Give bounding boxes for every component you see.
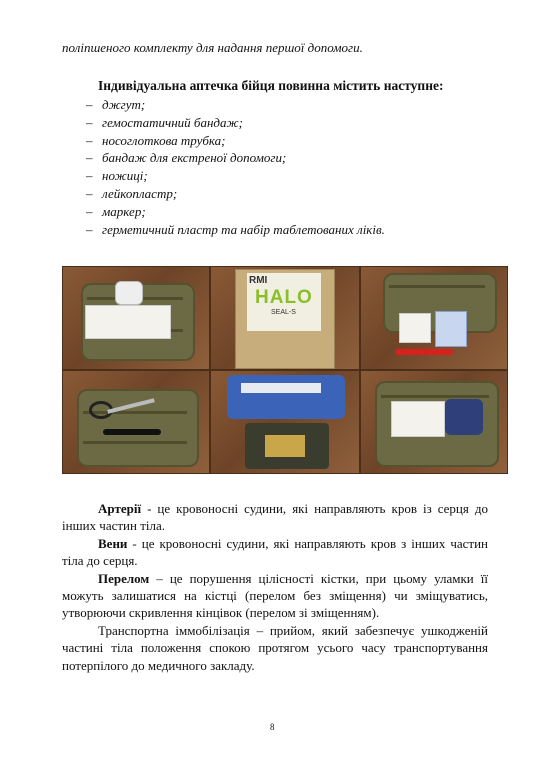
photo-pouch-bandage — [62, 266, 210, 370]
list-item — [86, 185, 385, 203]
list-item — [86, 167, 385, 185]
dash-marker: – — [86, 203, 93, 219]
list-item — [86, 132, 385, 150]
list-item-text: джгут; — [102, 97, 146, 112]
list-item — [86, 96, 385, 114]
photo-pouch-items — [360, 266, 508, 370]
dash-marker: – — [86, 150, 93, 166]
photo-emergency-bandages — [210, 370, 360, 474]
packet-sub-label: SEAL-S — [271, 309, 296, 316]
definition-text: - це кровоносні судини, які направляють кров з інших частин тіла до серця. — [62, 535, 488, 569]
dash-marker: – — [86, 132, 93, 148]
first-aid-kit-photo-collage — [62, 266, 508, 474]
kit-heading: Індивідуальна аптечка бійця повинна містить наступне: — [98, 78, 444, 93]
dash-marker: – — [86, 97, 93, 112]
immobilization-paragraph: Транспортна іммобілізація – прийом, який забезпечує ушкодженій частині тіла положення спокою протягом усього часу транспортування потерпілого до медичного закладу. — [62, 622, 488, 673]
list-item-text: бандаж для екстреної допомоги; — [102, 150, 287, 166]
list-item-text: маркер; — [102, 203, 146, 219]
intro-line: поліпшеного комплекту для надання першої допомоги. — [62, 40, 363, 55]
definition-text: - це кровоносні судини, які направляють кров із серця до інших частин тіла. — [62, 501, 488, 534]
list-item-text: ножиці; — [102, 168, 148, 184]
photo-scissors-marker — [62, 370, 210, 474]
photo-halo-seal-packet — [210, 266, 360, 370]
kit-items-list — [86, 96, 385, 238]
dash-marker: – — [86, 168, 93, 184]
definition-arteries — [62, 500, 488, 535]
list-item — [86, 221, 385, 239]
list-item — [86, 149, 385, 167]
definition-text: – це порушення цілісності кістки, при цьому уламки її можуть залишатися на кістці (перелом без зміщення) чи зміщуватись, утворюючи скривлення кінцівок (перелом зі зміщенням). — [62, 570, 488, 621]
term-veins: Вени — [98, 535, 128, 551]
list-item — [86, 114, 385, 132]
list-item-text: носоглоткова трубка; — [102, 132, 226, 148]
packet-brand-label: HALO — [255, 287, 313, 308]
list-item — [86, 203, 385, 221]
term-fracture: Перелом — [98, 570, 150, 586]
list-item-text: лейкопластр; — [102, 185, 178, 201]
page-number: 8 — [270, 722, 275, 732]
definitions-section — [62, 500, 488, 674]
dash-marker: – — [86, 114, 93, 130]
dash-marker: – — [86, 221, 93, 237]
photo-pouch-packages — [360, 370, 508, 474]
term-arteries: Артерії — [98, 501, 142, 516]
dash-marker: – — [86, 185, 93, 201]
definition-veins — [62, 535, 488, 570]
list-item-text: герметичний пластр та набір таблетованих ліків. — [102, 221, 385, 237]
packet-top-label: RMI — [249, 275, 268, 286]
definition-fracture — [62, 570, 488, 622]
list-item-text: гемостатичний бандаж; — [102, 114, 243, 130]
